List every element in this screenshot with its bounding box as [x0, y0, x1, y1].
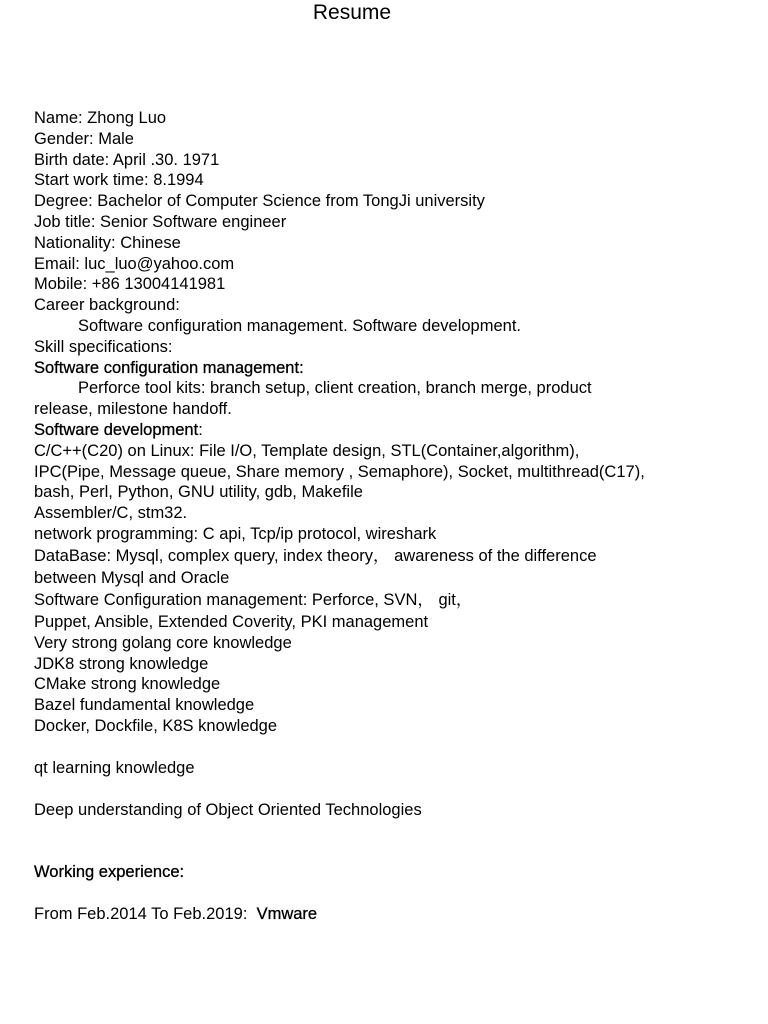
dev-skill-line: Assembler/C, stm32. — [34, 504, 188, 523]
skills-heading: Skill specifications: — [34, 337, 173, 356]
dev-skill-line: IPC(Pipe, Message queue, Share memory , Semaphore), Socket, multithread(C17), — [34, 462, 645, 481]
dev-skill-line: Very strong golang core knowledge — [34, 633, 292, 652]
dev-skill-line: JDK8 strong knowledge — [34, 654, 209, 673]
dev-skill-line: bash, Perl, Python, GNU utility, gdb, Makefile — [34, 483, 363, 502]
dev-skill-list — [34, 441, 734, 737]
dev-skill-line: Software Configuration management: Perforce, SVN， git， — [34, 590, 473, 609]
dev-skill-line: CMake strong knowledge — [34, 675, 221, 694]
spacer — [34, 737, 734, 758]
dev-skill-line: C/C++(C20) on Linux: File I/O, Template design, STL(Container,algorithm), — [34, 441, 580, 460]
name-line: Name: Zhong Luo — [34, 109, 167, 127]
dev-heading: Software development — [34, 420, 199, 439]
dev-skill-line: Docker, Dockfile, K8S knowledge — [34, 716, 278, 735]
dev-skill-line: DataBase: Mysql, complex query, index theory， awareness of the difference — [34, 546, 597, 565]
career-heading: Career background: — [34, 296, 180, 315]
spacer — [34, 820, 734, 862]
spacer — [34, 883, 734, 904]
dev-skill-line: between Mysql and Oracle — [34, 568, 230, 587]
career-detail: Software configuration management. Software development. — [78, 316, 522, 335]
experience-period: From Feb.2014 To Feb.2019: — [34, 905, 257, 924]
start-work-line: Start work time: 8.1994 — [34, 171, 204, 190]
qt-line: qt learning knowledge — [34, 758, 195, 777]
scm-heading: Software configuration management: — [34, 358, 304, 377]
dev-heading-row — [34, 420, 734, 441]
dev-heading-colon: : — [198, 420, 203, 439]
experience-company: Vmware — [256, 905, 318, 924]
spacer — [34, 779, 734, 800]
experience-entry — [34, 904, 734, 925]
oo-line: Deep understanding of Object Oriented Technologies — [34, 800, 422, 819]
email-line: Email: luc_luo@yahoo.com — [34, 254, 235, 273]
scm-detail-line-2: release, milestone handoff. — [34, 400, 232, 419]
dev-skill-line: Puppet, Ansible, Extended Coverity, PKI management — [34, 612, 429, 631]
degree-line: Degree: Bachelor of Computer Science from TongJi university — [34, 192, 485, 211]
dev-skill-line: network programming: C api, Tcp/ip protocol, wireshark — [34, 524, 437, 543]
job-title-line: Job title: Senior Software engineer — [34, 212, 287, 231]
dev-skill-line: Bazel fundamental knowledge — [34, 696, 255, 715]
scm-detail-line-1: Perforce tool kits: branch setup, client creation, branch merge, product — [78, 379, 592, 398]
mobile-line: Mobile: +86 13004141981 — [34, 275, 226, 294]
resume-body — [34, 108, 734, 925]
experience-heading: Working experience: — [34, 863, 185, 882]
document-title: Resume — [312, 1, 392, 24]
nationality-line: Nationality: Chinese — [34, 233, 181, 252]
birth-date-line: Birth date: April .30. 1971 — [34, 150, 220, 169]
gender-line: Gender: Male — [34, 129, 134, 148]
